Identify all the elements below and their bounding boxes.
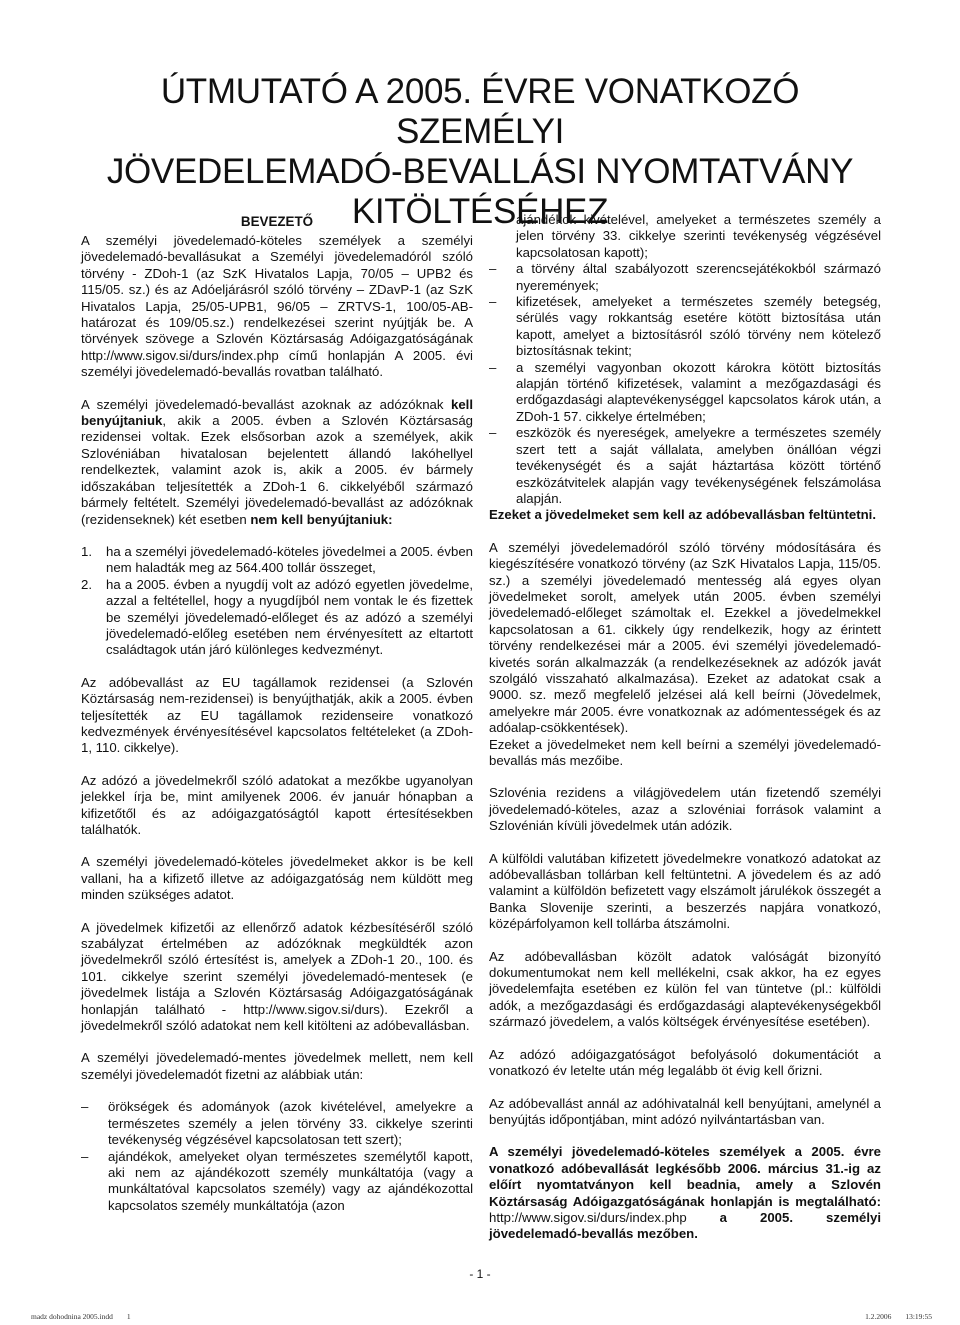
bold-text: nem kell benyújtaniuk: [250,511,393,527]
footer-date: 1.2.2006 [865,1312,892,1321]
list-item-text: ha a személyi jövedelemadó-köteles jövedelmei a 2005. évben nem haladták meg az 564.400 tollár összeget, [106,543,473,576]
list-item [489,294,881,360]
title-line: KITÖLTÉSÉHEZ [351,192,609,231]
dash-marker: – [489,294,497,310]
paragraph-where-to-file: Az adóbevallást annál az adóhivatalnál kell benyújtani, amelynél a benyújtás időpontjában, mint adózó nyilvántartásban van. [489,1095,881,1127]
section-heading: BEVEZETŐ [240,214,314,229]
numbered-list [81,544,473,659]
list-item-text: örökségek és adományok (azok kivételével, amelyekre a természetes személy a jelen törvény 33. cikkelye szerinti tevékenység végzésével kapcsolatosan tett szert); [108,1099,473,1148]
list-item [489,360,881,426]
document-title [80,72,880,232]
dash-marker: – [81,1148,89,1164]
dash-marker: – [489,359,497,375]
dash-marker: – [81,1099,89,1115]
footer-page: 1 [126,1312,131,1321]
list-item-text: ha a 2005. évben a nyugdíj volt az adózó egyetlen jövedelme, azzal a feltétellel, hogy a nyugdíjból nem vontak le és fizettek be személyi jövedelemadó-előleget és az adózó a személyi jövedelemadó-előleg esetében nem érvényesített az eltartott családtagok után járó különleges kedvezményt. [106,576,473,658]
paragraph-who-must-file [81,397,473,528]
list-number: 1. [81,543,92,559]
list-item-text: ajándékok, amelyeket olyan természetes személytől kapott, aki nem az ajándékozott személy munkáltatója (vagy a munkáltatóval kapcsolatos személy) vagy az ajándékozottal kapcsolatos személy munkáltatója (azon [108,1148,473,1213]
footer-filename: madz dohodnina 2005.indd [31,1312,113,1321]
list-item-text: kifizetések, amelyeket a természetes személy betegség, sérülés vagy rokkantság esetére kötött biztosítása után kapott, amelyet a biztosításról szóló törvény nem kötelező biztosításnak tekint; [516,294,881,359]
paragraph-documents: Az adóbevallásban közölt adatok valóságát bizonyító dokumentumokat nem kell mellékelni, csak akkor, ha ez egyes jövedelemfajta esetében ez külön fel van tüntetve (pl.: külföldi adók, a mezőgazdasági és erdőgazdasági alaptevékenységekből származó jövedelem, a valós költségek érvényesítése esetében). [489,948,881,1030]
bold-text: Ezeket a jövedelmeket sem kell az adóbevallásban feltüntetni. [489,507,876,523]
paragraph-other-fields: Ezeket a jövedelmeket nem kell beírni a személyi jövedelemadó-bevallás más mezőibe. [489,736,881,768]
dash-list [81,1099,473,1214]
page-number: - 1 - [469,1267,491,1281]
list-number: 2. [81,576,92,592]
list-item-text: a személyi vagyonban okozott károkra kötött biztosítás alapján történő kifizetések, valamint a mezőgazdasági és erdőgazdasági alaptevékenységgel kapcsolatos károk után, a ZDoh-1 57. cikkelye értelmében; [516,359,881,424]
bold-text: kell benyújtaniuk [81,396,473,429]
list-item [81,1149,473,1215]
list-item [81,1099,473,1148]
list-item [489,261,881,294]
paragraph-amendment: A személyi jövedelemadóról szóló törvény módosítására és kiegészítésére vonatkozó törvény (az SzK Hivatalos Lapja, 115/05. sz.) a személyi jövedelemadó mentesség alá egyes olyan jövedelmeket sorolt, amelyek után 2005. évben személyi jövedelemadó-előleget számoltak el. Ezekkel a jövedelmekkel kapcsolatosan a 61. cikkely úgy rendelkezik, hogy az érintett törvény rendelkezései már a 2005. évi személyi jövedelemadó-kivetés során alkalmazzák (a rendelkezéseknek az adózók javát szolgáló visszaható alkalmazása). Ezeket az adatokat csak a 9000. sz. mező megfelelő jelzései alá kell beírni (Jövedelmek, amelyekre már 2005. évre vonatkoznak az adómentességek és az adóalap-csökkentések). [489,539,881,736]
bold-text: A személyi jövedelemadó-köteles személyek a 2005. évre vonatkozó adóbevallását legkésőbb 2006. március 31.-ig az előírt nyomtatványon kell beadnia, amely a Szlovén Köztársaság Adóigazgatóságának honlapján is megtalálható: [489,1144,881,1209]
title-line: ÚTMUTATÓ A 2005. ÉVRE VONATKOZÓ SZEMÉLYI [160,72,800,151]
paragraph-exempt-intro: A személyi jövedelemadó-mentes jövedelmek mellett, nem kell személyi jövedelemadót fizetni az alábbiak után: [81,1050,473,1082]
dash-list [489,261,881,507]
dash-marker: – [489,425,497,441]
paragraph-declare-all: A személyi jövedelemadó-köteles jövedelmeket akkor is be kell vallani, ha a kifizető illetve az adóigazgatóság nem küldött meg minden szükséges adatot. [81,854,473,903]
right-column [489,212,881,1259]
paragraph-payers: A jövedelmek kifizetői az ellenőrző adatok kézbesítéséről szóló szabályzat értelmében az adózóknak megküldték azon jövedelmekről szóló értesítést is, amelyek a ZDoh-1 20., 100. és 101. cikkelye szerint személyi jövedelemadó-mentesek (e jövedelmek listája a Szlovén Köztársaság Adóigazgatóságának honlapján található - http://www.sigov.si/durs). Ezekről a jövedelmekről szóló adatokat nem kell kitölteni az adóbevallásban. [81,919,473,1034]
paragraph-intro: A személyi jövedelemadó-köteles személyek a személyi jövedelemadó-bevallásukat a Személyi jövedelemadóról szóló törvény - ZDoh-1 (az SzK Hivatalos Lapja, 70/05 – UPB2 és 115/05. sz.) és az Adóeljárásról szóló törvény – ZDavP-1 (az SzK Hivatalos Lapja, 25/05-UPB1, 96/05 – ZRTVS-1, 100/05-AB-határozat és 109/05.sz.) rendelkezései szerint nyújtják be. A törvények szövege a Szlovén Köztársaság Adóigazgatóságának http://www.sigov.si/durs/index.php című honlapján A 2005. évi személyi jövedelemadó-bevallás rovatban található. [81,233,473,380]
list-item-text: eszközök és nyereségek, amelyekre a természetes személy szert tett a saját vállalata, amelyben önállóan végzi tevékenységét és a saját háztartása között történő eszközátvitelek alapján vagy tevékenységének felszámolása alapján. [516,425,881,506]
footer-time: 13:19:55 [905,1312,932,1321]
list-item [81,577,473,659]
footer-file-info [31,1312,131,1321]
text-run: , akik a 2005. évben a Szlovén Köztársaság rezidensei voltak. Ezek elsősorban azok a személyek, akik Szlovéniában hivatalosan bejelentett állandó lakóhellyel rendelkeztek, valamint azok is, akik a 2005. év bármely időszakában teljesítették a ZDoh-1 6. cikkelyéből származó bármely feltételt. Személyi jövedelemadó-bevallást az adózóknak (rezidenseknek) két esetben [81,413,473,527]
bold-text: a 2005. személyi jövedelemadó-bevallás mezőben. [489,1209,881,1242]
list-item [81,544,473,577]
paragraph-worldwide-income: Szlovénia rezidens a világjövedelem után fizetendő személyi jövedelemadó-köteles, azaz a szlovéniai források valamint a Szlovénián kívüli jövedelmek után adózik. [489,785,881,834]
list-item-text: a törvény által szabályozott szerencsejátékokból származó nyeremények; [516,261,881,293]
dash-marker: – [489,261,497,277]
left-column [81,212,473,1214]
title-line: JÖVEDELEMADÓ-BEVALLÁSI NYOMTATVÁNY [106,152,854,191]
footer-timestamp [865,1312,932,1321]
paragraph-eu-residents: Az adóbevallást az EU tagállamok rezidensei (a Szlovén Köztársaság nem-rezidensei) is benyújthatják, akik a 2005. évben teljesítették az EU tagállamok rezidenseire vonatkozó kedvezmények érvényesítésével kapcsolatos feltételeket (a ZDoh-1, 110. cikkelye). [81,674,473,756]
paragraph-data-entry: Az adózó a jövedelmekről szóló adatokat a mezőkbe ugyanolyan jelekkel írja be, mint amilyenek 2006. év január hónapban a kifizetőtől és az adóigazgatóságtól kapott értesítésekben találhatók. [81,772,473,837]
paragraph-deadline [489,1144,881,1242]
list-item [489,425,881,507]
paragraph-retention: Az adózó adóigazgatóságot befolyásoló dokumentációt a vonatkozó év letelte után még legalább öt évig kell őrizni. [489,1046,881,1079]
paragraph-foreign-currency: A külföldi valutában kifizetett jövedelmekre vonatkozó adatokat az adóbevallásban tollárban kell feltüntetni. A jövedelem és az adó valamint a külföldön befizetett vagy elszámolt járulékok összegét a Banka Slovenije szerinti, a beszerzés napjára vonatkozó, középárfolyamon kell tollárba átszámolni. [489,850,881,932]
text-run: A személyi jövedelemadó-bevallást azoknak az adózóknak [81,396,451,412]
website-link[interactable]: http://www.sigov.si/durs/index.php [489,1209,720,1225]
paragraph-not-declared [489,507,881,523]
list-continuation: ajándékok kivételével, amelyeket a természetes személy a jelen törvény 33. cikkelye szerinti tevékenység végzésével kapcsolatosan kapott); [516,212,881,260]
